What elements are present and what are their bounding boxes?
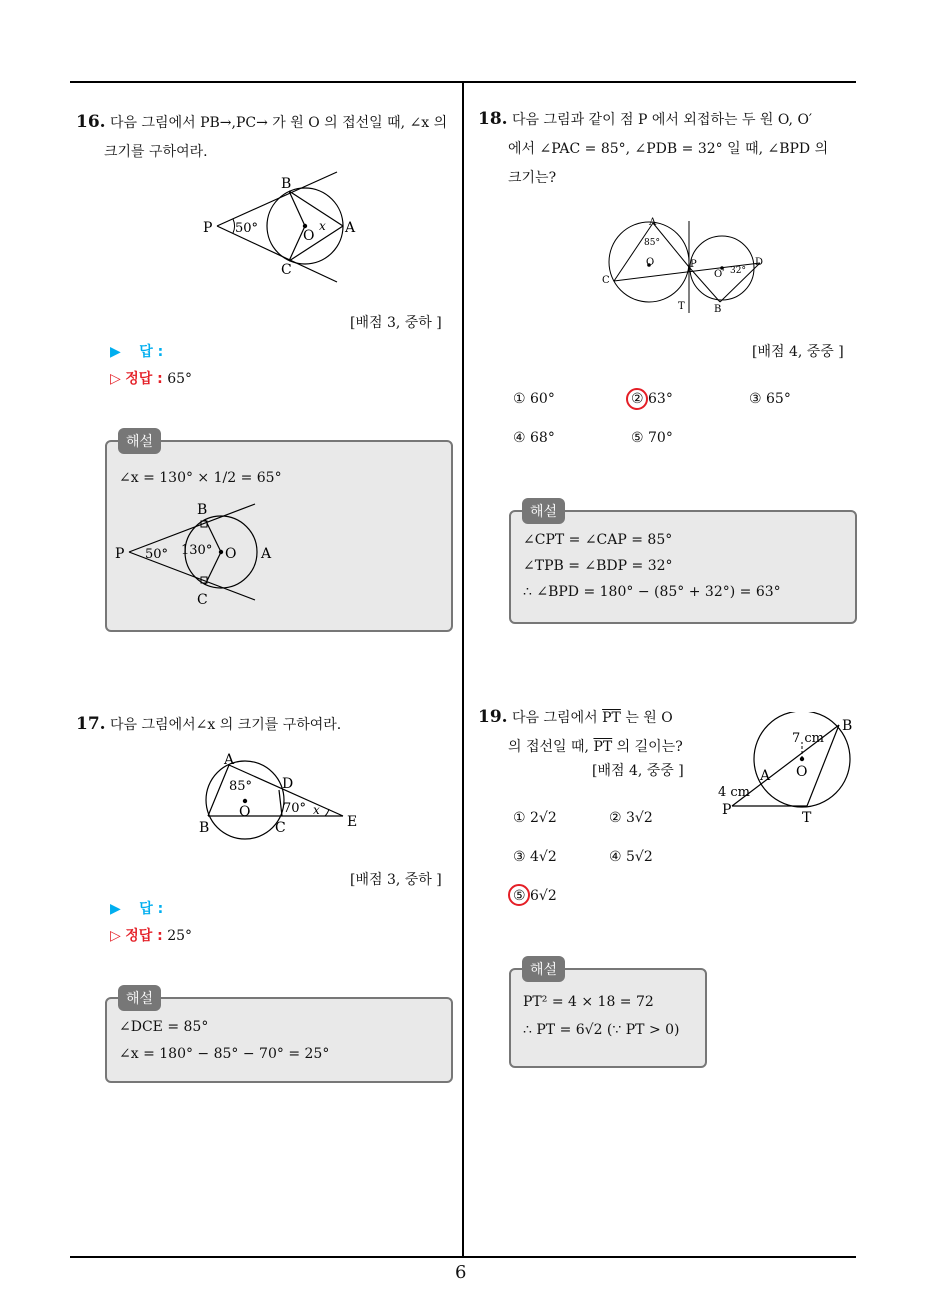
- q16-explain-tag: 해설: [118, 428, 161, 454]
- q19-text-line1b: 는 원 O: [625, 710, 673, 726]
- q19-choice-5[interactable]: ⑤ 6√2: [513, 888, 557, 904]
- q19-label-T: T: [802, 810, 812, 824]
- q17-answer-label: 답 :: [139, 901, 164, 917]
- q18-choice-5[interactable]: ⑤ 70°: [631, 430, 673, 446]
- triangle-outline-icon: ▷: [110, 928, 121, 944]
- q17-label-E: E: [347, 814, 358, 830]
- q16-number: 16.: [76, 112, 106, 132]
- q19-choice-1[interactable]: ① 2√2: [513, 810, 557, 826]
- triangle-outline-icon: ▷: [110, 371, 121, 387]
- q18-text-line3: 크기는?: [508, 170, 557, 186]
- q18-explain-line1: ∠CPT = ∠CAP = 85°: [523, 532, 673, 548]
- q18-choice-3[interactable]: ③ 65°: [749, 391, 791, 407]
- q17-explain-tag: 해설: [118, 985, 161, 1011]
- q19-label-P: P: [722, 802, 732, 818]
- q16e-label-P: P: [115, 546, 125, 562]
- q18-number: 18.: [478, 109, 508, 129]
- q19-length1: 7 cm: [792, 731, 825, 746]
- q18-question: [478, 105, 858, 193]
- q19-explain-tag: 해설: [522, 956, 565, 982]
- q19-meta: [배점 4, 중중 ]: [592, 763, 684, 779]
- q16e-label-O: O: [225, 546, 237, 562]
- q18-label-O: O: [646, 257, 655, 268]
- q16e-label-A: A: [261, 546, 272, 562]
- q17-explain-line2: ∠x = 180° − 85° − 70° = 25°: [119, 1046, 330, 1062]
- q16-explain-line1: [119, 470, 282, 486]
- q16-answer-row: [110, 341, 163, 361]
- q17-meta: [배점 3, 중하 ]: [350, 872, 442, 888]
- q18-label-B: B: [714, 304, 722, 315]
- q16-label-P: P: [203, 220, 213, 236]
- q19-text-line1a: 다음 그림에서: [512, 710, 598, 726]
- q18-explain-box: [509, 510, 857, 624]
- q18-explain-line3: ∴ ∠BPD = 180° − (85° + 32°) = 63°: [523, 584, 781, 600]
- page-number: 6: [455, 1262, 467, 1283]
- q19-explain-line2: ∴ PT = 6√2 (∵ PT > 0): [523, 1022, 680, 1038]
- q16-x-label: x: [319, 219, 326, 233]
- q17-correct-label: 정답 :: [125, 928, 163, 944]
- q18-selected-mark: [626, 388, 648, 410]
- q19-text-pt1: $\overline{PT}$: [602, 710, 621, 726]
- q19-explain-box: [509, 968, 707, 1068]
- q17-label-O: O: [239, 804, 251, 820]
- q18-choice-1[interactable]: ① 60°: [513, 391, 555, 407]
- q17-text-line1: 다음 그림에서∠x 의 크기를 구하여라.: [110, 717, 342, 733]
- q18-angle2: 32°: [730, 266, 746, 276]
- q17-label-C: C: [275, 820, 286, 836]
- play-arrow-icon: ▶: [110, 901, 121, 917]
- bottom-rule: [70, 1256, 856, 1258]
- q18-label-T: T: [678, 301, 685, 312]
- q18-label-O2: O′: [714, 269, 725, 280]
- q19-choice-2[interactable]: ② 3√2: [609, 810, 653, 826]
- q16-answer-label: 답 :: [139, 344, 164, 360]
- q19-figure: [712, 712, 862, 824]
- q16-explain-box: [105, 440, 453, 632]
- center-divider: [462, 81, 464, 1258]
- q17-question: [76, 710, 456, 740]
- q19-explain-line1: PT² = 4 × 18 = 72: [523, 994, 654, 1010]
- q17-correct-row: [110, 925, 192, 945]
- q18-explain-line2: ∠TPB = ∠BDP = 32°: [523, 558, 673, 574]
- q18-meta: [배점 4, 중중 ]: [752, 344, 844, 360]
- q16-explain-figure: [115, 502, 275, 607]
- q19-number: 19.: [478, 707, 508, 727]
- play-arrow-icon: ▶: [110, 344, 121, 360]
- q16e-label-B: B: [197, 502, 208, 518]
- q16-label-A: A: [345, 220, 356, 236]
- q18-text-line1: 다음 그림과 같이 점 P 에서 외접하는 두 원 O, O′: [512, 112, 813, 128]
- q16e-angle1: 50°: [145, 547, 169, 562]
- q16e-label-C: C: [197, 592, 208, 607]
- q19-label-A: A: [760, 768, 771, 784]
- q16-text-line2: 크기를 구하여라.: [104, 144, 208, 160]
- q19-text-line2a: 의 접선일 때,: [508, 739, 589, 755]
- q19-length2: 4 cm: [718, 785, 751, 800]
- q18-label-C: C: [602, 275, 610, 286]
- q19-label-B: B: [842, 718, 853, 734]
- q19-text-pt2: $\overline{PT}$: [593, 739, 613, 755]
- q17-label-D: D: [282, 776, 294, 792]
- q17-number: 17.: [76, 714, 106, 734]
- q16-label-B: B: [281, 176, 292, 192]
- q16-correct-row: [110, 368, 192, 388]
- q16-label-C: C: [281, 262, 292, 278]
- q17-explain-line1: ∠DCE = 85°: [119, 1019, 209, 1035]
- q18-choice-4[interactable]: ④ 68°: [513, 430, 555, 446]
- q17-label-A: A: [224, 752, 235, 768]
- q18-figure: [600, 215, 770, 315]
- q16-figure: [195, 170, 365, 285]
- q18-label-P: P: [690, 259, 697, 270]
- q17-answer-row: [110, 898, 163, 918]
- q19-label-O: O: [796, 764, 808, 780]
- q17-correct-value: 25°: [167, 928, 193, 944]
- q18-explain-tag: 해설: [522, 498, 565, 524]
- q16-text-line1: 다음 그림에서 PB→,PC→ 가 원 O 의 접선일 때, ∠x 의: [110, 115, 448, 131]
- q19-text-line2b: 의 길이는?: [616, 739, 683, 755]
- q17-angle1: 85°: [229, 779, 253, 794]
- q16-angle-label: 50°: [235, 221, 259, 236]
- q17-x-label: x: [313, 803, 320, 817]
- q18-label-A: A: [649, 217, 657, 228]
- q17-angle2: 70°: [283, 801, 307, 816]
- q16-explain-text: ∠x = 130° × 1/2 = 65°: [119, 470, 282, 486]
- q16-label-O: O: [303, 228, 315, 244]
- q19-question: [478, 703, 718, 762]
- q19-choice-3[interactable]: ③ 4√2: [513, 849, 557, 865]
- q18-label-D: D: [755, 257, 764, 268]
- q16e-angle2: 130°: [181, 543, 213, 558]
- q17-label-B: B: [199, 820, 210, 836]
- q18-angle1: 85°: [644, 238, 660, 248]
- q19-selected-mark: [508, 884, 530, 906]
- q16-meta: [배점 3, 중하 ]: [350, 315, 442, 331]
- q16-correct-label: 정답 :: [125, 371, 163, 387]
- q18-choice-2[interactable]: ② 63°: [631, 391, 673, 407]
- q16-question: [76, 108, 456, 167]
- q18-text-line2: 에서 ∠PAC = 85°, ∠PDB = 32° 일 때, ∠BPD 의: [508, 141, 829, 157]
- q19-choice-4[interactable]: ④ 5√2: [609, 849, 653, 865]
- q17-figure: [195, 750, 365, 840]
- q16-correct-value: 65°: [167, 371, 193, 387]
